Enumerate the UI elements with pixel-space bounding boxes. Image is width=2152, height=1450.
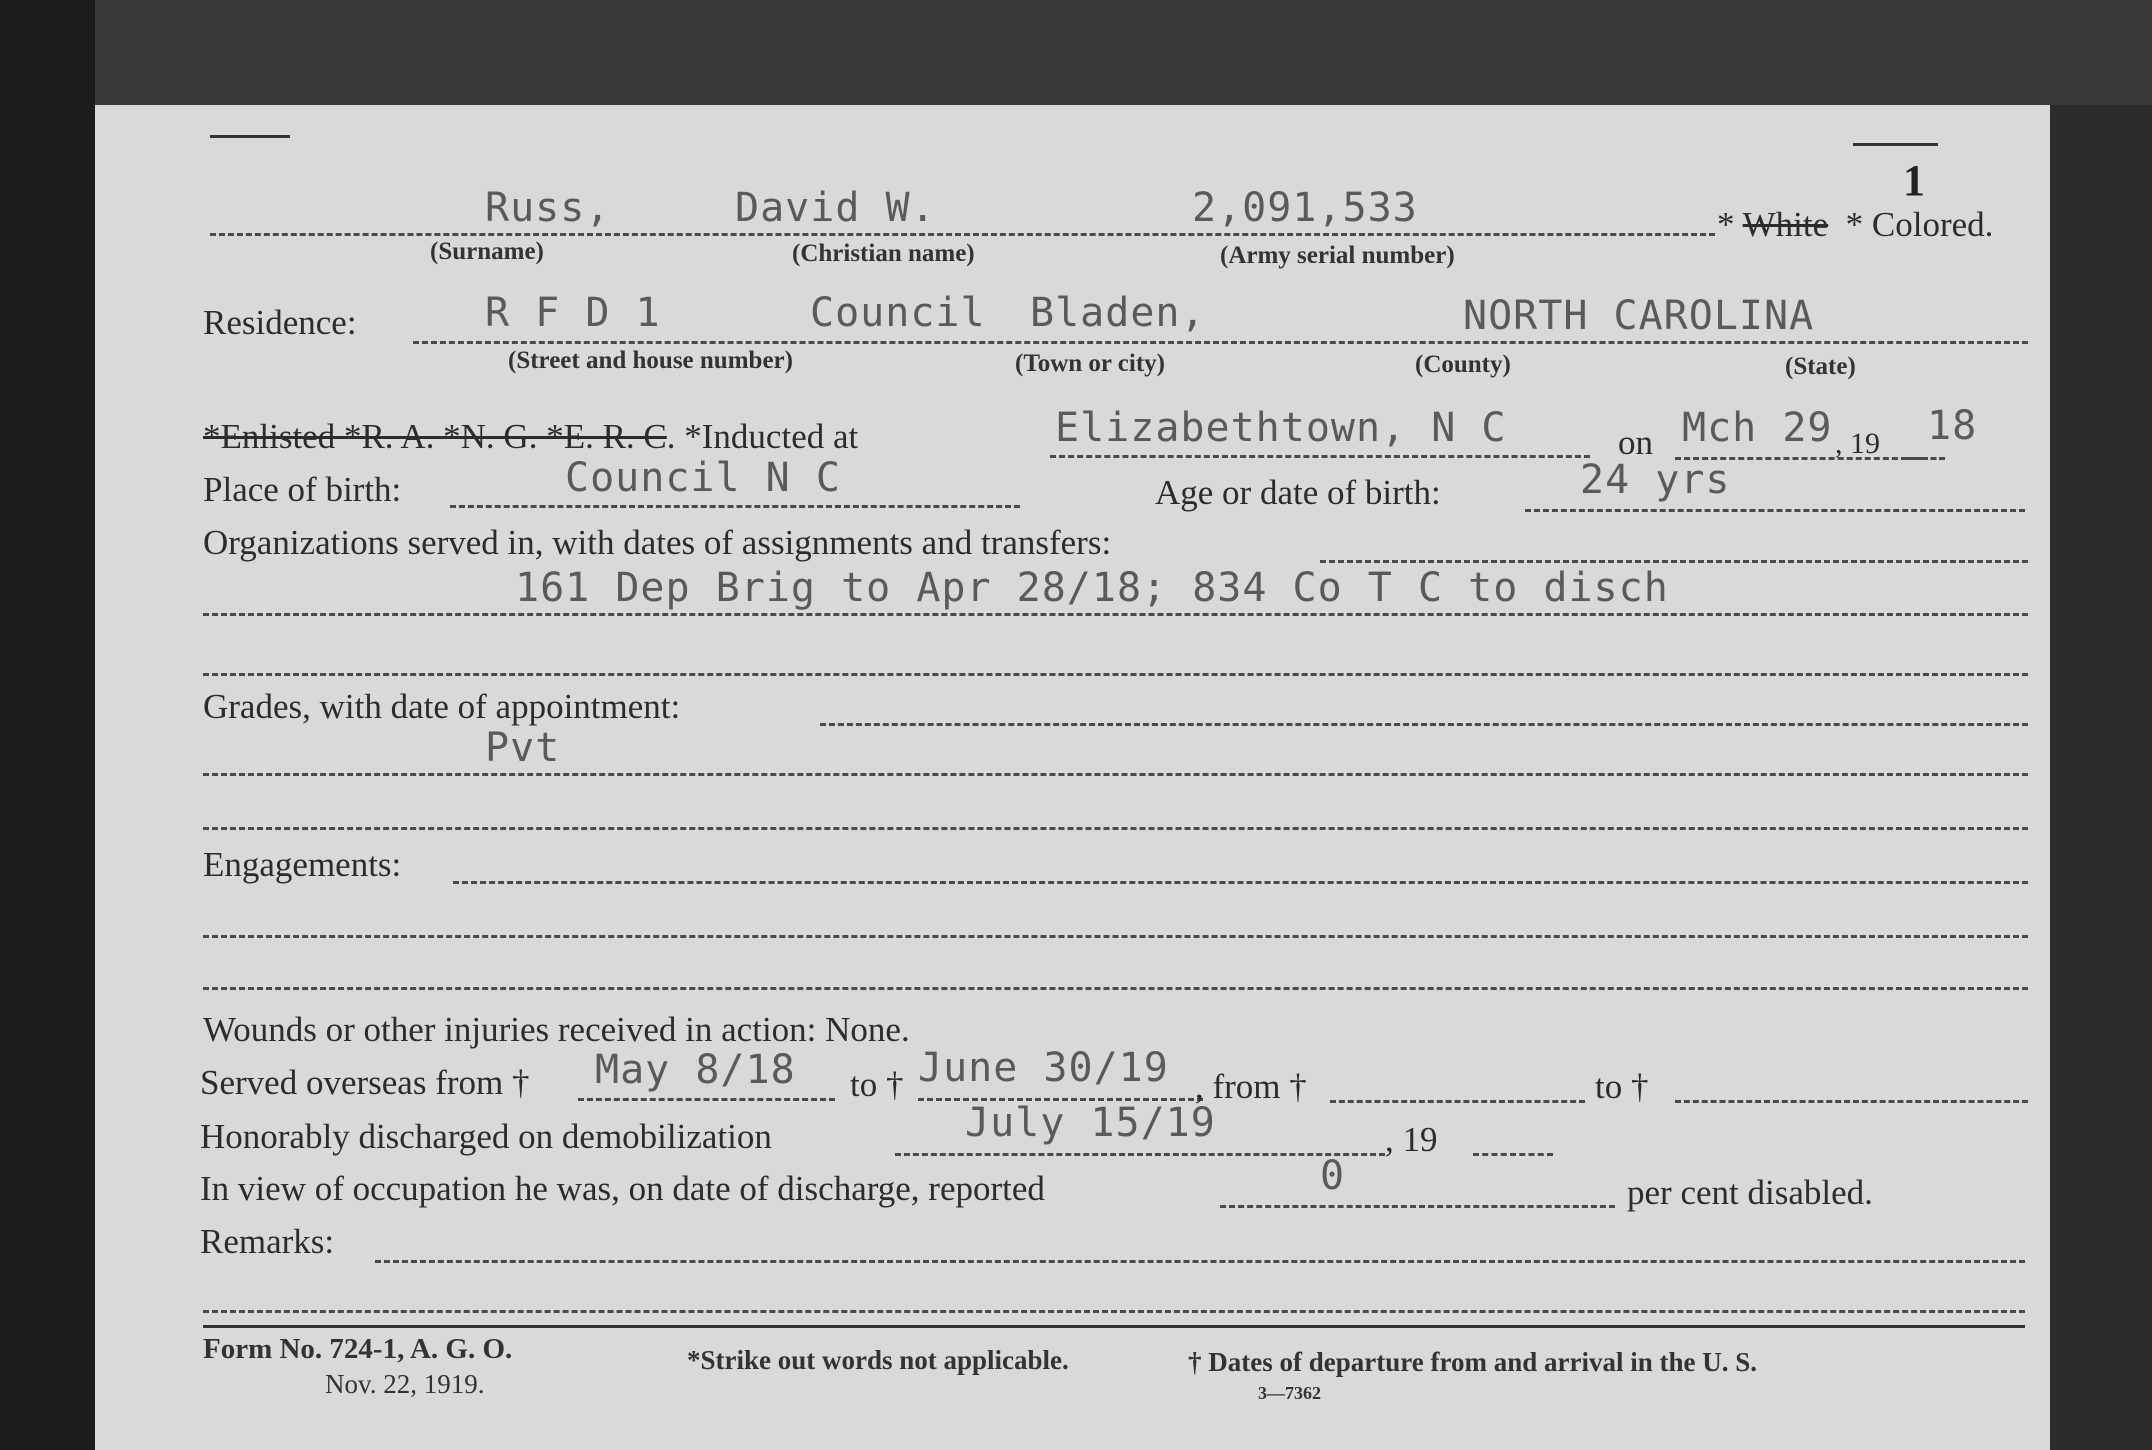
surname-caption: (Surname): [430, 238, 544, 265]
disability-suffix: per cent disabled.: [1627, 1173, 1873, 1212]
form-date: Nov. 22, 1919.: [325, 1369, 485, 1399]
residence-line: [413, 341, 2028, 344]
organizations-line-2: [203, 673, 2028, 676]
enlisted-struck: *Enlisted *R. A. *N. G. *E. R. C: [203, 417, 667, 456]
grades-line-1: [203, 773, 2028, 776]
birth-place-line: [450, 505, 1020, 508]
residence-street-value: R F D 1: [485, 290, 661, 336]
residence-label: Residence:: [203, 303, 357, 342]
grades-label: Grades, with date of appointment:: [203, 687, 681, 726]
organizations-line-0: [1320, 560, 2028, 563]
induction-place-value: Elizabethtown, N C: [1055, 405, 1507, 451]
year-prefix: , 19: [1835, 427, 1880, 460]
residence-state-value: NORTH CAROLINA: [1463, 293, 1815, 339]
year-line: [1905, 457, 1945, 460]
on-label: on: [1618, 423, 1653, 462]
induction-place-line: [1050, 455, 1590, 458]
christian-name-caption: (Christian name): [792, 240, 975, 267]
overseas-from2-line: [1330, 1100, 1585, 1103]
residence-county-value: Bladen,: [1030, 290, 1206, 336]
strike-out-note: *Strike out words not applicable.: [687, 1345, 1069, 1375]
dates-note: † Dates of departure from and arrival in the U. S.: [1188, 1347, 1757, 1377]
discharge-line: [895, 1153, 1385, 1156]
race-white-struck: White: [1742, 205, 1829, 244]
enlistment-options: *Enlisted *R. A. *N. G. *E. R. C. *Inducted at: [203, 417, 859, 456]
christian-name-value: David W.: [735, 185, 936, 231]
remarks-label: Remarks:: [200, 1222, 335, 1261]
organizations-line-1: [203, 613, 2028, 616]
engagements-label: Engagements:: [203, 845, 402, 884]
wounds-label: Wounds or other injuries received in action: None.: [203, 1010, 910, 1049]
residence-town-value: Council: [810, 290, 986, 336]
scan-background-top: [0, 0, 2152, 105]
overseas-to-label: to †: [850, 1065, 904, 1104]
remarks-line-0: [375, 1260, 2025, 1263]
scan-background-left: [0, 0, 95, 1450]
discharge-year-line: [1473, 1153, 1553, 1156]
footer-rule: [203, 1325, 2025, 1328]
overseas-from2-label: , from †: [1195, 1067, 1307, 1106]
state-caption: (State): [1785, 353, 1856, 380]
surname-value: Russ,: [485, 185, 611, 231]
wounds-value: None.: [825, 1010, 910, 1049]
disability-line: [1220, 1205, 1615, 1208]
discharge-year-label: , 19: [1385, 1120, 1438, 1159]
corner-rule-right: [1853, 143, 1938, 146]
engagements-line-0: [453, 881, 2028, 884]
grades-line-2: [203, 827, 2028, 830]
street-caption: (Street and house number): [508, 347, 793, 374]
organizations-label: Organizations served in, with dates of assignments and transfers:: [203, 523, 1112, 562]
grades-line-0: [820, 723, 2028, 726]
induction-date-value: Mch 29: [1682, 405, 1833, 451]
card-number: 1: [1903, 156, 1925, 205]
form-number: Form No. 724-1, A. G. O.: [203, 1333, 513, 1365]
engagements-line-1: [203, 935, 2028, 938]
county-caption: (County): [1415, 351, 1511, 378]
age-line: [1525, 509, 2025, 512]
overseas-to2-label: to †: [1595, 1067, 1649, 1106]
place-of-birth-label: Place of birth:: [203, 470, 402, 509]
serial-number-value: 2,091,533: [1192, 185, 1418, 231]
remarks-line-1: [203, 1310, 2025, 1313]
service-record-card: [95, 105, 2050, 1450]
age-label: Age or date of birth:: [1155, 473, 1441, 512]
discharge-label: Honorably discharged on demobilization: [200, 1117, 772, 1156]
overseas-from-value: May 8/18: [595, 1047, 796, 1093]
age-value: 24 yrs: [1580, 457, 1731, 503]
overseas-label: Served overseas from †: [200, 1063, 530, 1102]
overseas-from-line: [578, 1098, 835, 1101]
engagements-line-2: [203, 987, 2028, 990]
serial-caption: (Army serial number): [1220, 242, 1455, 269]
name-line: [210, 233, 1715, 236]
place-of-birth-value: Council N C: [565, 455, 841, 501]
race-options: * White * Colored.: [1717, 205, 1994, 244]
print-code: 3—7362: [1258, 1383, 1321, 1403]
grades-value: Pvt: [485, 725, 561, 771]
overseas-to-value: June 30/19: [918, 1045, 1169, 1091]
organizations-value: 161 Dep Brig to Apr 28/18; 834 Co T C to disch: [515, 565, 1669, 611]
inducted-label: *Inducted at: [684, 417, 859, 456]
town-caption: (Town or city): [1015, 350, 1165, 377]
race-colored: Colored.: [1871, 205, 1994, 244]
corner-rule: [210, 135, 290, 138]
disability-label: In view of occupation he was, on date of discharge, reported: [200, 1169, 1045, 1208]
disability-value: 0: [1320, 1153, 1346, 1199]
overseas-to2-line: [1675, 1100, 2028, 1103]
discharge-date-value: July 15/19: [965, 1100, 1216, 1146]
induction-year-value: 18: [1927, 403, 1978, 449]
